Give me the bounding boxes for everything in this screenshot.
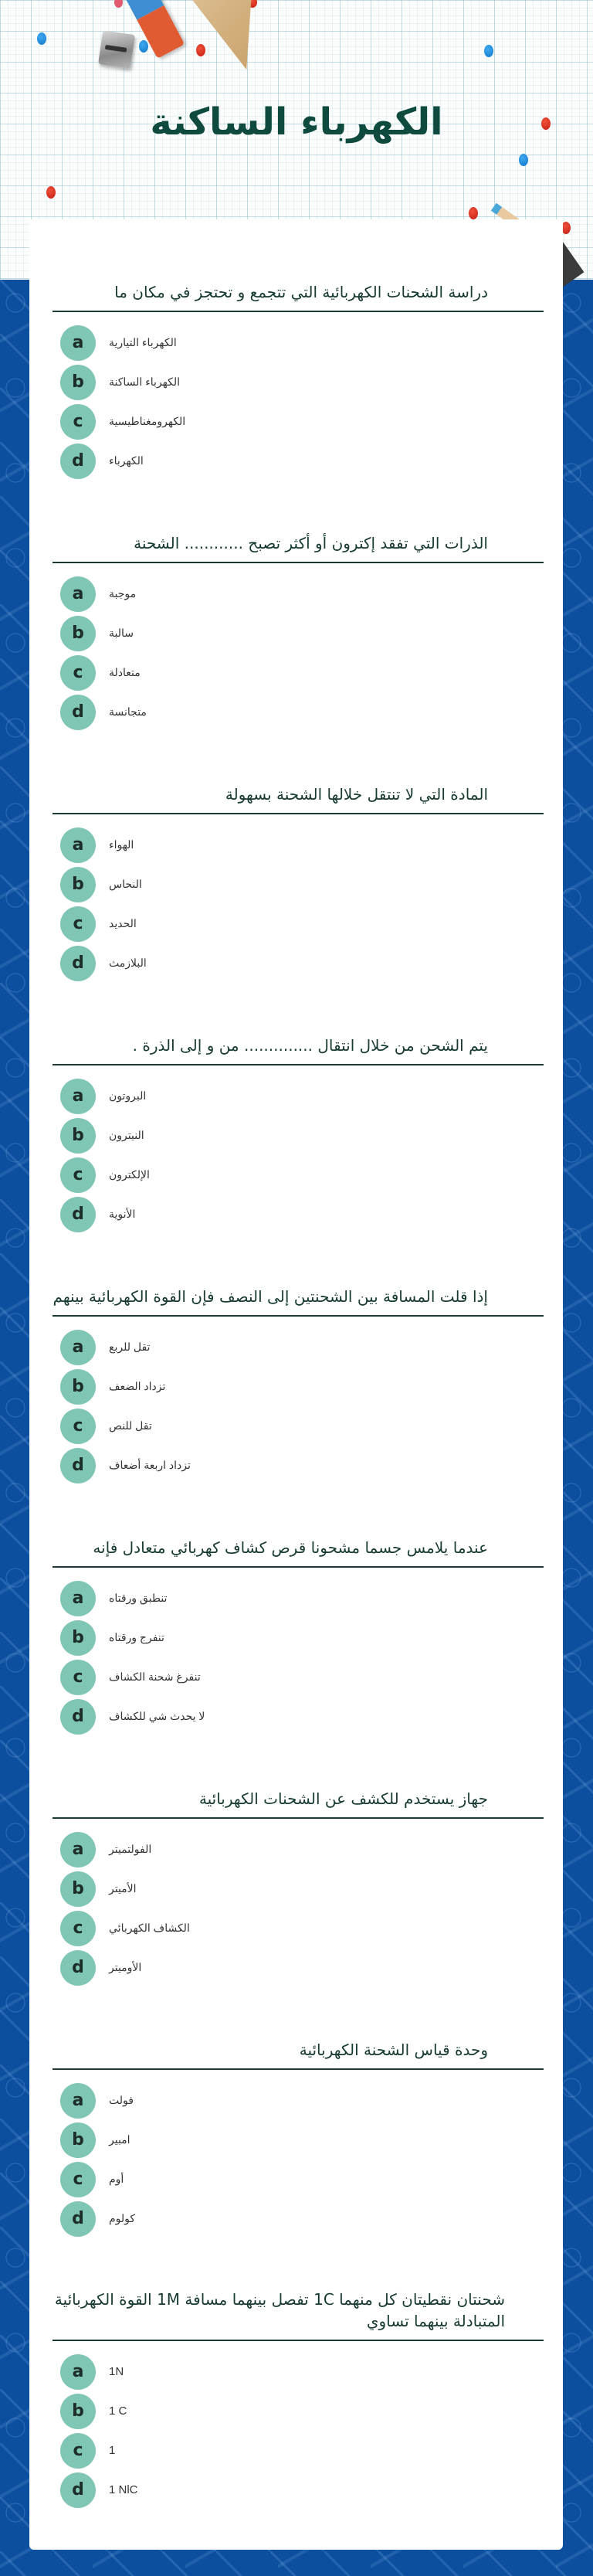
decor-dot-icon [519,154,528,166]
sharpener-icon [98,30,135,68]
option-list [53,574,544,732]
option-list [53,2081,544,2238]
option-a[interactable] [53,574,544,613]
option-label: الأميتر [109,1882,137,1895]
option-label: 1 NlC [109,2483,138,2496]
question-divider [53,1064,544,1065]
page-title: الكهرباء الساكنة [150,100,443,144]
quiz-card [29,219,563,2550]
option-d[interactable] [53,2470,544,2510]
option-label: تقل للربع [109,1341,151,1353]
option-letter-badge: b [60,2122,96,2158]
option-label: لا يحدث شي للكشاف [109,1710,205,1722]
option-d[interactable] [53,1948,544,1987]
option-letter-badge: b [60,1620,96,1656]
option-letter-badge: b [60,365,96,400]
option-letter-badge: c [60,2433,96,2469]
option-letter-badge: b [60,616,96,651]
option-d[interactable] [53,1697,544,1736]
option-label: الكهرباء التيارية [109,336,177,348]
option-a[interactable] [53,1076,544,1116]
option-b[interactable] [53,2120,544,2160]
question-3 [53,783,544,983]
option-label: 1 [109,2444,116,2457]
question-text: جهاز يستخدم للكشف عن الشحنات الكهربائية [198,1789,488,1808]
question-divider [53,562,544,563]
option-letter-badge: d [60,1950,96,1986]
question-text: دراسة الشحنات الكهربائية التي تتجمع و تحتجز في مكان ما [114,283,488,301]
option-letter-badge: a [60,2354,96,2390]
option-label: تزداد الضعف [109,1380,166,1392]
option-label: الإلكترون [109,1168,150,1181]
option-letter-badge: a [60,1330,96,1365]
option-c[interactable] [53,2431,544,2470]
option-label: تقل للنص [109,1419,152,1432]
question-divider [53,1566,544,1568]
option-b[interactable] [53,1116,544,1155]
option-letter-badge: b [60,1369,96,1405]
question-divider [53,2068,544,2070]
option-c[interactable] [53,1657,544,1697]
option-label: أوم [109,2173,124,2185]
option-letter-badge: d [60,1448,96,1483]
option-letter-badge: a [60,1581,96,1616]
question-2 [53,532,544,732]
option-label: 1N [109,2365,124,2378]
option-a[interactable] [53,825,544,865]
option-d[interactable] [53,1446,544,1485]
option-c[interactable] [53,653,544,692]
question-text: المادة التي لا تنتقل خلالها الشحنة بسهولة [225,785,488,804]
option-letter-badge: c [60,1157,96,1193]
option-letter-badge: b [60,2394,96,2429]
option-letter-badge: c [60,1409,96,1444]
question-text: الذرات التي تفقد إكترون أو أكثر تصبح ............ الشحنة [134,534,488,552]
option-a[interactable] [53,323,544,362]
option-letter-badge: d [60,695,96,730]
question-text: إذا قلت المسافة بين الشحنتين إلى النصف فإن القوة الكهربائية بينهم [53,1287,488,1306]
option-b[interactable] [53,1869,544,1908]
option-letter-badge: a [60,325,96,361]
option-label: موجبة [109,587,137,600]
option-letter-badge: d [60,1699,96,1735]
decor-dot-icon [196,44,205,56]
option-a[interactable] [53,2352,544,2391]
option-label: الكشاف الكهربائي [109,1922,190,1934]
option-d[interactable] [53,1195,544,1234]
option-list [53,825,544,983]
option-label: الحديد [109,917,137,929]
option-label: الأوميتر [109,1961,142,1973]
option-list [53,323,544,481]
option-label: كولوم [109,2212,136,2224]
option-b[interactable] [53,613,544,653]
question-divider [53,2340,544,2341]
option-label: تنفرج ورقتاه [109,1631,164,1643]
option-label: متعادلة [109,666,141,678]
option-b[interactable] [53,362,544,402]
question-6 [53,1537,544,1736]
option-label: سالبة [109,627,134,639]
question-divider [53,1817,544,1819]
option-label: الكهرومغناطيسية [109,415,186,427]
option-letter-badge: c [60,1911,96,1946]
option-d[interactable] [53,943,544,983]
question-4 [53,1035,544,1234]
question-text: يتم الشحن من خلال انتقال .............. من و إلى الذرة . [132,1036,488,1055]
option-letter-badge: c [60,655,96,691]
option-a[interactable] [53,1579,544,1618]
option-label: متجانسة [109,705,147,718]
option-label: امبير [109,2133,130,2146]
option-letter-badge: b [60,867,96,902]
option-d[interactable] [53,692,544,732]
option-letter-badge: c [60,1660,96,1695]
option-letter-badge: b [60,1871,96,1907]
option-label: 1 C [109,2404,127,2418]
option-letter-badge: c [60,2162,96,2197]
option-a[interactable] [53,1327,544,1367]
question-divider [53,1315,544,1317]
option-label: النيترون [109,1129,144,1141]
option-b[interactable] [53,865,544,904]
option-letter-badge: d [60,946,96,981]
option-label: الكهرباء [109,454,144,467]
option-letter-badge: d [60,443,96,479]
option-a[interactable] [53,1830,544,1869]
decor-dot-icon [139,40,148,53]
question-9 [53,2289,544,2510]
option-a[interactable] [53,2081,544,2120]
question-divider [53,813,544,814]
option-label: فولت [109,2094,134,2106]
option-c[interactable] [53,1908,544,1948]
option-label: تنطبق ورقتاه [109,1592,168,1604]
option-letter-badge: a [60,576,96,612]
question-5 [53,1286,544,1485]
option-letter-badge: a [60,1832,96,1867]
option-c[interactable] [53,1155,544,1195]
option-label: الهواء [109,838,134,851]
option-d[interactable] [53,2199,544,2238]
option-letter-badge: a [60,828,96,863]
option-label: الأنوية [109,1208,136,1220]
option-letter-badge: b [60,1118,96,1154]
option-label: تزداد اربعة أضعاف [109,1459,191,1471]
question-8 [53,2039,544,2238]
option-list [53,1327,544,1485]
option-letter-badge: d [60,2201,96,2237]
option-label: البروتون [109,1089,147,1102]
option-label: الكهرباء الساكنة [109,376,181,388]
option-b[interactable] [53,1618,544,1657]
option-c[interactable] [53,904,544,943]
decor-dot-icon [469,207,478,219]
option-list [53,1076,544,1234]
decor-dot-icon [484,45,493,57]
option-letter-badge: a [60,2083,96,2119]
option-label: النحاس [109,878,142,890]
option-letter-badge: c [60,906,96,942]
option-label: تنفرغ شحنة الكشاف [109,1670,201,1683]
option-c[interactable] [53,402,544,441]
question-text: شحنتان نقطيتان كل منهما 1C تفصل بينهما مسافة 1M القوة الكهربائية المتبادلة بينهما تساوي [54,2290,505,2330]
option-letter-badge: d [60,1197,96,1232]
decor-dot-icon [46,186,56,199]
option-list [53,1579,544,1736]
question-1 [53,281,544,481]
option-list [53,2352,544,2510]
question-divider [53,311,544,312]
option-letter-badge: d [60,2472,96,2508]
option-letter-badge: a [60,1079,96,1114]
question-text: وحدة قياس الشحنة الكهربائية [299,2041,488,2059]
question-7 [53,1788,544,1987]
option-label: البلازمث [109,957,147,969]
option-c[interactable] [53,2160,544,2199]
option-c[interactable] [53,1406,544,1446]
option-list [53,1830,544,1987]
option-d[interactable] [53,441,544,481]
option-letter-badge: c [60,404,96,440]
decor-dot-icon [37,32,46,45]
option-label: الفولتميتر [109,1843,152,1855]
question-text: عندما يلامس جسما مشحونا قرص كشاف كهربائي متعادل فإنه [93,1538,488,1557]
option-b[interactable] [53,1367,544,1406]
option-b[interactable] [53,2391,544,2431]
